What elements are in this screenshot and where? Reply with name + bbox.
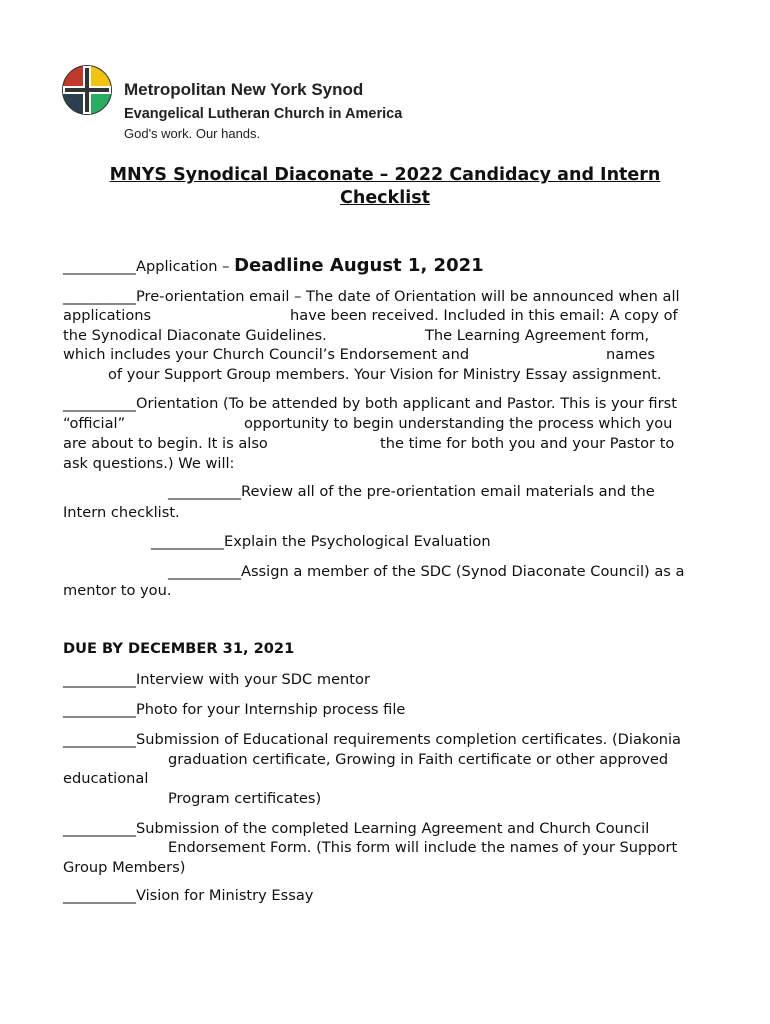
blank-line: __________: [63, 288, 136, 305]
learning-agreement-line3: Group Members): [63, 859, 186, 876]
learning-agreement-item: [63, 819, 649, 838]
page-title-line1: MNYS Synodical Diaconate – 2022 Candidacy and Intern: [109, 165, 661, 185]
orientation-text: Orientation (To be attended by both applicant and Pastor. This is your first: [135, 395, 677, 412]
education-line3: educational: [63, 770, 149, 787]
tagline: God's work. Our hands.: [124, 126, 261, 141]
elca-logo-icon: [62, 64, 112, 116]
preorientation-line3b: The Learning Agreement form,: [425, 327, 650, 344]
blank-line: __________: [63, 731, 136, 748]
learning-agreement-text: Submission of the completed Learning Agreement and Church Council: [135, 820, 650, 837]
preorientation-line4a: which includes your Church Council’s Endorsement and: [63, 346, 470, 363]
education-item: [63, 730, 681, 749]
assign-text: Assign a member of the SDC (Synod Diaconate Council) as a: [240, 563, 685, 580]
vision-essay-item: [63, 886, 313, 905]
assign-item: [168, 562, 684, 581]
blank-line: __________: [63, 820, 136, 837]
church-name: Evangelical Lutheran Church in America: [124, 106, 403, 122]
education-line4: Program certificates): [168, 790, 322, 807]
blank-line: __________: [63, 395, 136, 412]
org-name: Metropolitan New York Synod: [124, 80, 364, 99]
explain-text: Explain the Psychological Evaluation: [223, 533, 491, 550]
preorientation-line5: of your Support Group members. Your Vision for Ministry Essay assignment.: [108, 366, 662, 383]
blank-line: __________: [63, 671, 136, 688]
explain-item: [151, 532, 491, 551]
blank-line: __________: [168, 483, 241, 500]
orientation-line3a: are about to begin. It is also: [63, 435, 268, 452]
education-line2: graduation certificate, Growing in Faith certificate or other approved: [168, 751, 669, 768]
preorientation-line1: [63, 287, 680, 306]
orientation-line2b: opportunity to begin understanding the process which you: [244, 415, 673, 432]
blank-line: __________: [63, 258, 136, 275]
interview-text: Interview with your SDC mentor: [135, 671, 370, 688]
orientation-line3b: the time for both you and your Pastor to: [380, 435, 675, 452]
photo-text: Photo for your Internship process file: [135, 701, 406, 718]
orientation-line2a: “official”: [63, 415, 126, 432]
preorientation-line3a: the Synodical Diaconate Guidelines.: [63, 327, 327, 344]
blank-line: __________: [168, 563, 241, 580]
review-item: [168, 482, 655, 501]
photo-item: [63, 700, 405, 719]
application-item: [63, 256, 484, 276]
education-text: Submission of Educational requirements completion certificates. (Diakonia: [135, 731, 681, 748]
vision-essay-text: Vision for Ministry Essay: [135, 887, 314, 904]
blank-line: __________: [151, 533, 224, 550]
review-line2: Intern checklist.: [63, 504, 180, 521]
application-label: Application –: [135, 258, 235, 275]
interview-item: [63, 670, 370, 689]
preorientation-line2a: applications: [63, 307, 152, 324]
preorientation-text: Pre-orientation email – The date of Orientation will be announced when all: [135, 288, 680, 305]
preorientation-line4b: names: [606, 346, 655, 363]
preorientation-line2b: have been received. Included in this email: A copy of: [290, 307, 678, 324]
due-heading: DUE BY DECEMBER 31, 2021: [63, 640, 295, 657]
assign-line2: mentor to you.: [63, 582, 172, 599]
application-deadline: Deadline August 1, 2021: [234, 255, 484, 276]
orientation-line4: ask questions.) We will:: [63, 455, 235, 472]
learning-agreement-line2: Endorsement Form. (This form will include the names of your Support: [168, 839, 678, 856]
orientation-line1: [63, 394, 677, 413]
blank-line: __________: [63, 887, 136, 904]
blank-line: __________: [63, 701, 136, 718]
review-text: Review all of the pre-orientation email materials and the: [240, 483, 655, 500]
page-title-line2: Checklist: [340, 188, 430, 208]
